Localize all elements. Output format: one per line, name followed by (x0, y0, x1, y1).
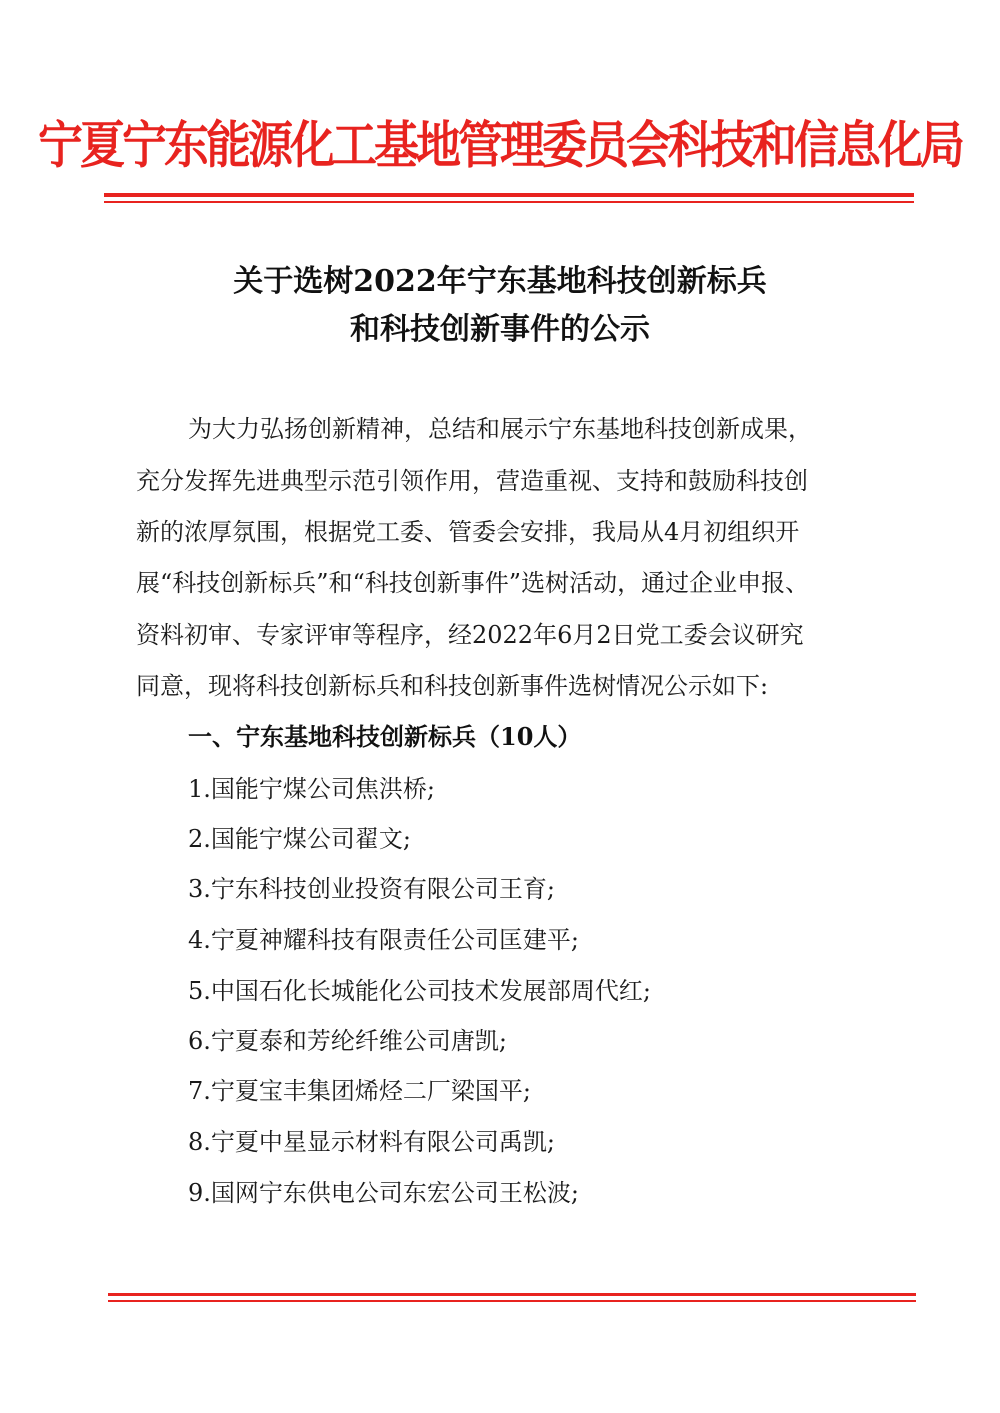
letterhead-rule-thin (104, 201, 914, 203)
section-heading: 一、宁东基地科技创新标兵（10人） (188, 722, 582, 751)
footer-rule-thick (108, 1293, 916, 1296)
notice-title-line-1: 关于选树2022年宁东基地科技创新标兵 (233, 264, 767, 299)
list-item: 9.国网宁东供电公司东宏公司王松波; (188, 1179, 579, 1207)
paragraph-line: 新的浓厚氛围，根据党工委、管委会安排，我局从4月初组织开 (136, 518, 800, 546)
paragraph-line: 充分发挥先进典型示范引领作用，营造重视、支持和鼓励科技创 (136, 467, 808, 495)
list-item: 3.宁东科技创业投资有限公司王育; (188, 875, 555, 903)
notice-title-line-2: 和科技创新事件的公示 (350, 312, 650, 347)
list-item: 8.宁夏中星显示材料有限公司禹凯; (188, 1128, 555, 1156)
list-item: 5.中国石化长城能化公司技术发展部周代红; (188, 977, 651, 1005)
letterhead-title: 宁夏宁东能源化工基地管理委员会科技和信息化局 (37, 115, 962, 175)
paragraph-line: 展“科技创新标兵”和“科技创新事件”选树活动，通过企业申报、 (136, 569, 810, 597)
paragraph-line: 同意，现将科技创新标兵和科技创新事件选树情况公示如下: (136, 672, 769, 700)
list-item: 7.宁夏宝丰集团烯烃二厂梁国平; (188, 1077, 531, 1105)
letterhead-rule-thick (104, 193, 914, 197)
list-item: 4.宁夏神耀科技有限责任公司匡建平; (188, 926, 579, 954)
list-item: 2.国能宁煤公司翟文; (188, 825, 411, 853)
list-item: 6.宁夏泰和芳纶纤维公司唐凯; (188, 1027, 507, 1055)
list-item: 1.国能宁煤公司焦洪桥; (188, 775, 435, 803)
paragraph-line: 为大力弘扬创新精神，总结和展示宁东基地科技创新成果， (188, 415, 812, 443)
footer-rule-thin (108, 1300, 916, 1302)
paragraph-line: 资料初审、专家评审等程序，经2022年6月2日党工委会议研究 (136, 621, 804, 649)
